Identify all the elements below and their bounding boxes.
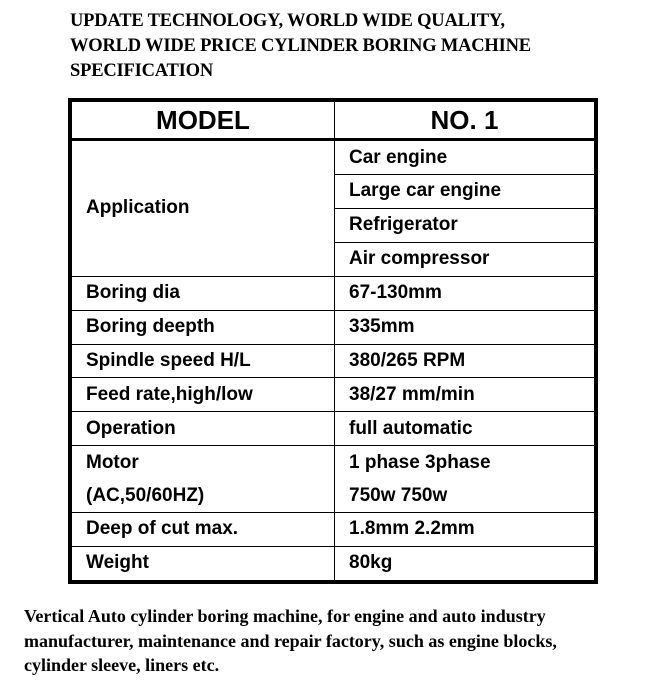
motor-label: Motor bbox=[70, 446, 335, 479]
spec-value: 380/265 RPM bbox=[335, 344, 597, 378]
spec-value: 335mm bbox=[335, 310, 597, 344]
spec-value: 1.8mm 2.2mm bbox=[335, 513, 597, 547]
spec-label: Deep of cut max. bbox=[70, 513, 335, 547]
product-description bbox=[24, 604, 654, 678]
table-row bbox=[70, 446, 596, 479]
title-line: SPECIFICATION bbox=[70, 61, 214, 81]
motor-value: 1 phase 3phase bbox=[335, 446, 597, 479]
spec-label: Feed rate,high/low bbox=[70, 378, 335, 412]
model-number-header: NO. 1 bbox=[335, 100, 597, 140]
application-value: Air compressor bbox=[335, 242, 597, 276]
table-row bbox=[70, 344, 596, 378]
description-line: cylinder sleeve, liners etc. bbox=[24, 655, 220, 675]
description-line: manufacturer, maintenance and repair factory, such as engine blocks, bbox=[24, 630, 557, 651]
application-value: Large car engine bbox=[335, 175, 597, 209]
table-row bbox=[70, 412, 596, 446]
spec-label: Weight bbox=[70, 546, 335, 582]
table-row bbox=[70, 310, 596, 344]
title-line: WORLD WIDE PRICE CYLINDER BORING MACHINE bbox=[70, 36, 531, 56]
table-row bbox=[70, 378, 596, 412]
spec-value: full automatic bbox=[335, 412, 597, 446]
table-row bbox=[70, 276, 596, 310]
application-value: Refrigerator bbox=[335, 208, 597, 242]
spec-label: Spindle speed H/L bbox=[70, 344, 335, 378]
table-header-row bbox=[70, 100, 596, 140]
table-row bbox=[70, 140, 596, 175]
application-value: Car engine bbox=[335, 140, 597, 175]
title-line: UPDATE TECHNOLOGY, WORLD WIDE QUALITY, bbox=[70, 11, 505, 31]
spec-label: Boring dia bbox=[70, 276, 335, 310]
spec-value: 38/27 mm/min bbox=[335, 378, 597, 412]
page-title bbox=[70, 9, 630, 84]
table-row bbox=[70, 546, 596, 582]
table-row bbox=[70, 479, 596, 512]
spec-value: 67-130mm bbox=[335, 276, 597, 310]
spec-label: Boring deepth bbox=[70, 310, 335, 344]
specification-table bbox=[68, 98, 598, 584]
motor-subvalue: 750w 750w bbox=[335, 479, 597, 512]
spec-label: Operation bbox=[70, 412, 335, 446]
spec-value: 80kg bbox=[335, 546, 597, 582]
application-label: Application bbox=[70, 140, 335, 277]
table-row bbox=[70, 513, 596, 547]
description-line: Vertical Auto cylinder boring machine, for engine and auto industry bbox=[24, 606, 546, 626]
motor-sublabel: (AC,50/60HZ) bbox=[70, 479, 335, 512]
model-header: MODEL bbox=[70, 100, 335, 140]
